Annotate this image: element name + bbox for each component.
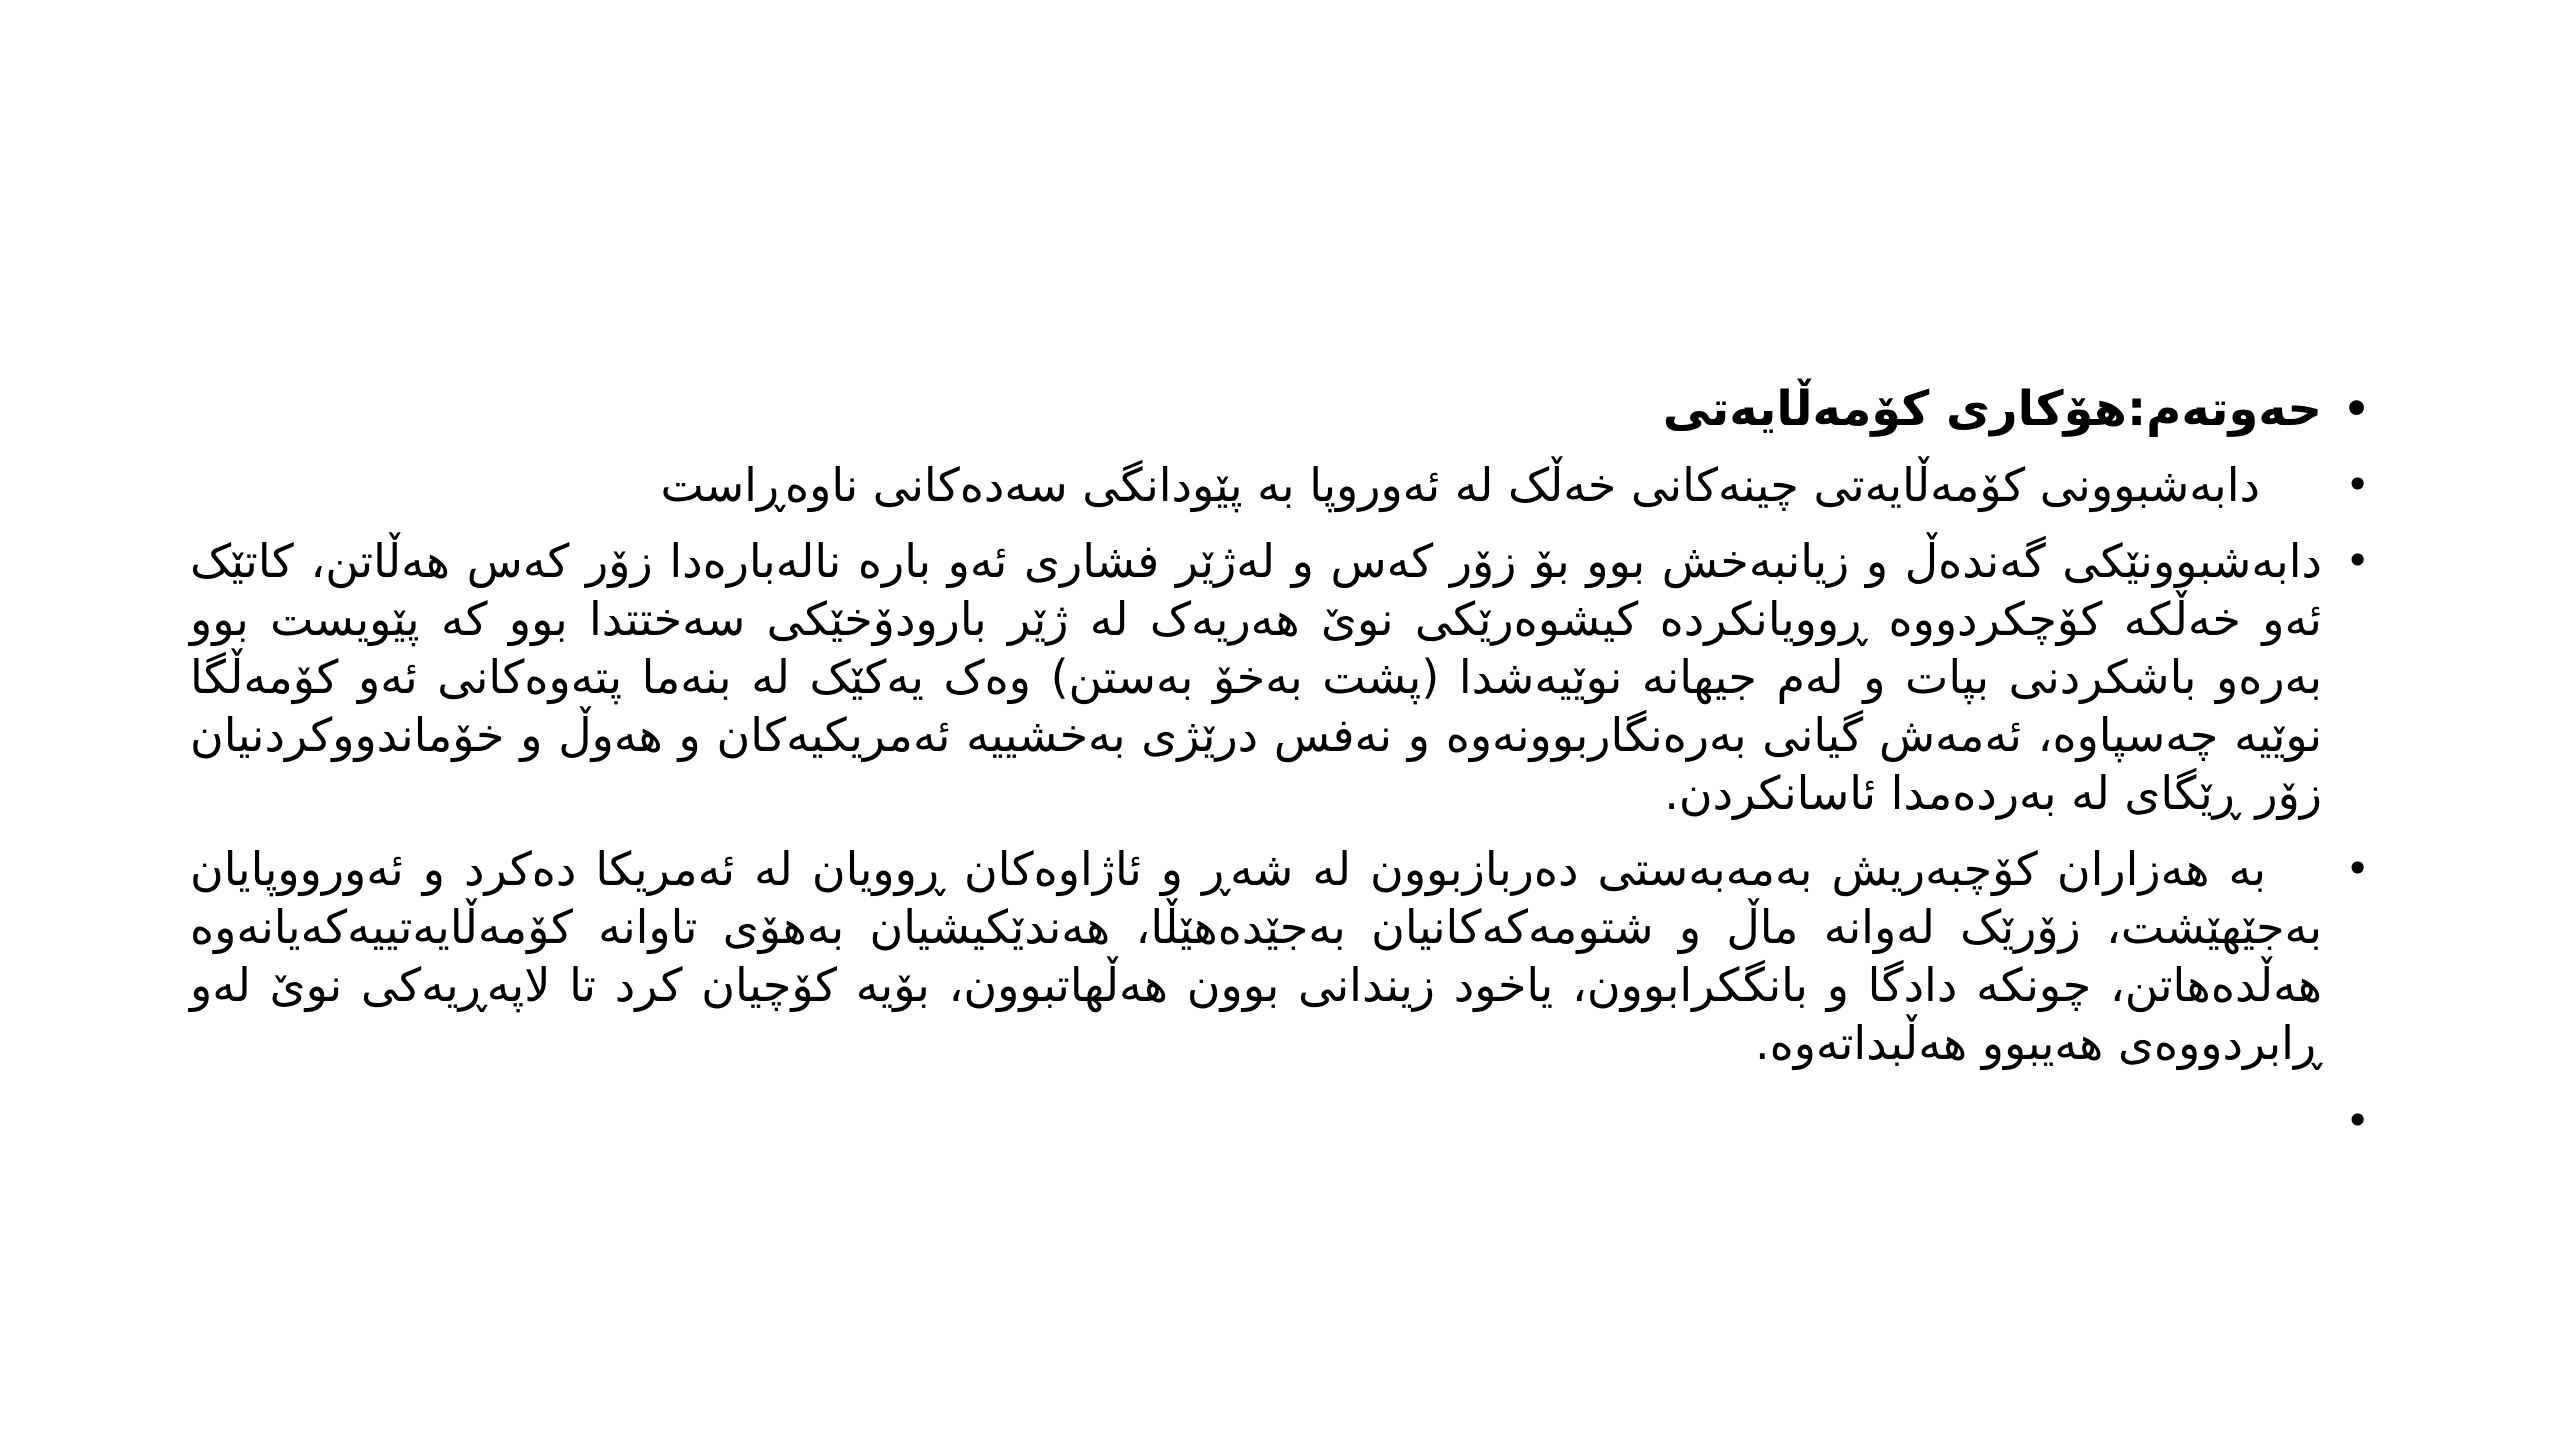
bullet-text: دابەشبوونی کۆمەڵایەتی چینەکانی خەڵک لە ئەوروپا بە پێودانگی سەدەکانی ناوەڕاست xyxy=(660,458,2260,512)
bullet-item xyxy=(190,532,2370,822)
bullet-list xyxy=(190,380,2370,1150)
heading-text: حەوتەم:هۆکاری کۆمەڵایەتی xyxy=(1662,381,2322,437)
slide-content xyxy=(190,380,2370,1168)
bullet-item xyxy=(190,456,2370,514)
bullet-item xyxy=(190,840,2370,1072)
bullet-text: دابەشبوونێکی گەندەڵ و زیانبەخش بوو بۆ زۆر کەس و لەژێر فشاری ئەو بارە نالەبارەدا زۆر کەس هەڵاتن، کاتێک ئەو خەڵکە کۆچکردووە ڕوویانکردە کیشوەرێکی نوێ هەریەک لە ژێر بارودۆخێکی سەختتدا بوو کە پێویست بوو بەرەو باشکردنی بپات و لەم جیهانە نوێیەشدا (پشت بەخۆ بەستن) وەک یەکێک لە بنەما پتەوەکانی ئەو کۆمەڵگا نوێیە چەسپاوە، ئەمەش گیانی بەرەنگاربوونەوە و نەفس درێژی بەخشییە ئەمریکیەکان و هەوڵ و خۆماندووکردنیان زۆر ڕێگای لە بەردەمدا ئاسانکردن. xyxy=(190,534,2322,820)
bullet-text: • بە هەزاران کۆچبەریش بەمەبەستی دەربازبوون لە شەڕ و ئاژاوەکان ڕوویان لە ئەمریکا دەکرد و ئەورووپایان بەجێهێشت، زۆرێک لەوانە ماڵ و شتومەکەکانیان بەجێدەهێڵا، هەندێکیشیان بەهۆی تاوانە کۆمەڵایەتییەکەیانەوە هەڵدەهاتن، چونکە دادگا و بانگکرابوون، یاخود زیندانی بوون هەڵهاتبوون، بۆیە کۆچیان کرد تا لاپەڕیەکی نوێ لەو ڕابردووەی هەیبوو هەڵبداتەوە. xyxy=(190,842,2322,1070)
bullet-item-empty xyxy=(190,1092,2370,1150)
bullet-heading xyxy=(190,380,2370,438)
